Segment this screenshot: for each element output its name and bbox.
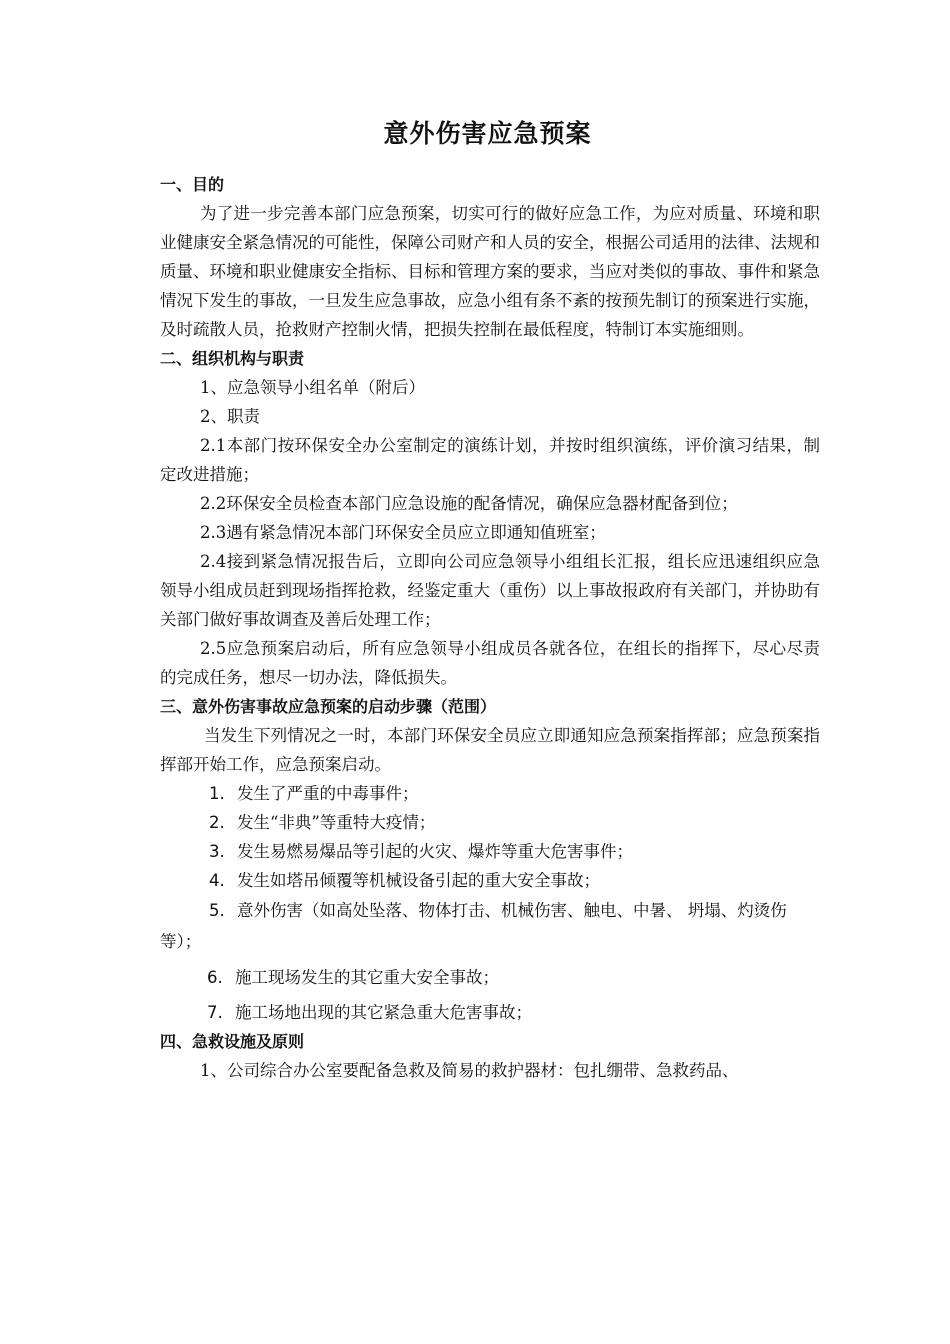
section-heading-startup: 三、意外伤害事故应急预案的启动步骤（范围） [160, 697, 497, 716]
org-item-duties: 2、职责 [200, 407, 260, 426]
list-item-text: 发生如塔吊倾覆等机械设备引起的重大安全事故； [237, 871, 600, 890]
duty-2-1: 2.1本部门按环保安全办公室制定的演练计划，并按时组织演练，评价演习结果，制定改进措施； [160, 436, 820, 484]
list-item-text: 意外伤害（如高处坠落、物体打击、机械伤害、触电、中暑、 坍塌、灼烫伤等）； [160, 901, 787, 951]
list-item [160, 963, 820, 992]
list-item [160, 866, 820, 895]
section-heading-organization: 二、组织机构与职责 [160, 349, 305, 368]
duty-2-2: 2.2环保安全员检查本部门应急设施的配备情况，确保应急器材配备到位； [200, 494, 738, 513]
section-heading-first-aid: 四、急救设施及原则 [160, 1032, 305, 1051]
org-item-leadership-list: 1、应急领导小组名单（附后） [200, 378, 425, 397]
list-item [160, 998, 820, 1027]
list-item-number: 7. [207, 1003, 223, 1022]
list-item-number: 4. [209, 871, 225, 890]
list-item [160, 895, 820, 957]
list-item-text: 发生易燃易爆品等引起的火灾、爆炸等重大危害事件； [237, 842, 633, 861]
list-item [160, 779, 820, 808]
list-item-text: 发生了严重的中毒事件； [237, 784, 419, 803]
list-item-number: 2. [209, 813, 225, 832]
section-heading-purpose: 一、目的 [160, 175, 225, 194]
first-aid-item-1: 1、公司综合办公室要配备急救及简易的救护器材：包扎绷带、急救药品、 [200, 1061, 739, 1080]
list-item-number: 3. [209, 842, 225, 861]
list-item-text: 施工场地出现的其它紧急重大危害事故； [235, 1003, 532, 1022]
list-item-text: 发生“非典”等重特大疫情； [237, 813, 436, 832]
purpose-paragraph: 为了进一步完善本部门应急预案，切实可行的做好应急工作，为应对质量、环境和职业健康安全紧急情况的可能性，保障公司财产和人员的安全，根据公司适用的法律、法规和质量、环境和职业健康安全指标、目标和管理方案的要求，当应对类似的事故、事件和紧急情况下发生的事故，一旦发生应急事故，应急小组有条不紊的按预先制订的预案进行实施，及时疏散人员，抢救财产控制火情，把损失控制在最低程度，特制订本实施细则。 [160, 204, 820, 339]
list-item-number: 5. [209, 901, 225, 920]
duty-2-4: 2.4接到紧急情况报告后，立即向公司应急领导小组组长汇报，组长应迅速组织应急领导小组成员赶到现场指挥抢救，经鉴定重大（重伤）以上事故报政府有关部门，并协助有关部门做好事故调查及善后处理工作； [160, 552, 820, 629]
duty-2-3: 2.3遇有紧急情况本部门环保安全员应立即通知值班室； [200, 523, 606, 542]
document-body [160, 170, 820, 1085]
duty-2-5: 2.5应急预案启动后，所有应急领导小组成员各就各位，在组长的指挥下，尽心尽责的完成任务，想尽一切办法，降低损失。 [160, 639, 820, 687]
list-item [160, 837, 820, 866]
list-item [160, 808, 820, 837]
list-item-number: 1. [209, 784, 225, 803]
document-title: 意外伤害应急预案 [383, 119, 592, 148]
list-item-text: 施工现场发生的其它重大安全事故； [235, 968, 499, 987]
startup-intro: 当发生下列情况之一时，本部门环保安全员应立即通知应急预案指挥部；应急预案指挥部开始工作，应急预案启动。 [160, 726, 820, 774]
list-item-number: 6. [207, 968, 223, 987]
